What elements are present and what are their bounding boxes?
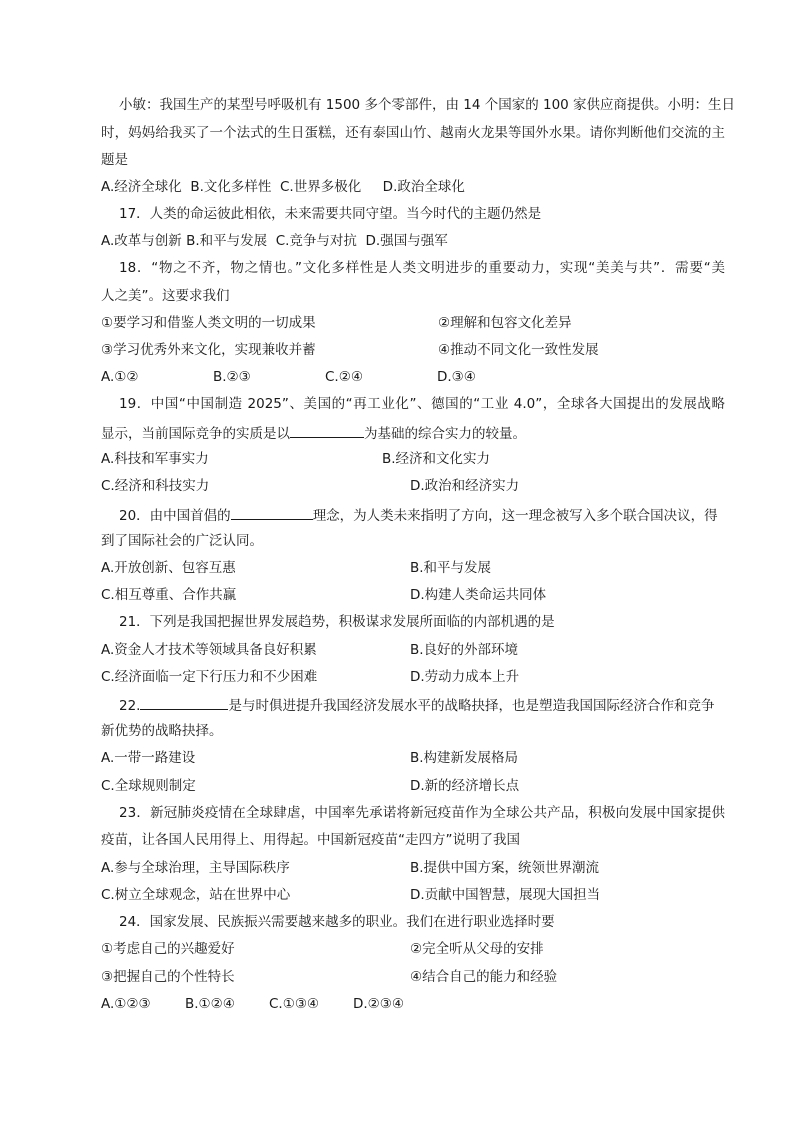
q16-stem-line-1: 小敏：我国生产的某型号呼吸机有 1500 多个零部件，由 14 个国家的 100 家供应商提供。小明：生日 [119, 97, 736, 113]
q22-option-b: B.构建新发展格局 [410, 750, 519, 766]
q19-option-a: A.科技和军事实力 [101, 451, 209, 467]
q22-option-a: A.一带一路建设 [101, 750, 196, 766]
q18-item-2: ②理解和包容文化差异 [438, 315, 572, 331]
q20-option-a: A.开放创新、包容互惠 [101, 560, 236, 576]
q23-option-b: B.提供中国方案，统领世界潮流 [410, 860, 600, 876]
q18-item-4: ④推动不同文化一致性发展 [438, 342, 599, 358]
q18-stem-line-1: 18．“物之不齐，物之情也。”文化多样性是人类文明进步的重要动力，实现“美美与共”．需要“美 [119, 260, 725, 276]
q16-options: A.经济全球化 B.文化多样性 C.世界多极化 D.政治全球化 [101, 179, 465, 195]
q20-answer-blank [231, 505, 313, 520]
q20-stem-suffix: 理念，为人类未来指明了方向，这一理念被写入多个联合国决议，得 [312, 508, 718, 524]
q24-stem: 24．国家发展、民族振兴需要越来越多的职业。我们在进行职业选择时要 [119, 914, 555, 930]
q17-stem: 17．人类的命运彼此相依，未来需要共同守望。当今时代的主题仍然是 [119, 206, 542, 222]
q23-option-a: A.参与全球治理，主导国际秩序 [101, 860, 290, 876]
q17-options: A.改革与创新 B.和平与发展 C.竞争与对抗 D.强国与强军 [101, 233, 448, 249]
q20-option-c: C.相互尊重、合作共赢 [101, 587, 237, 603]
q23-stem-line-1: 23．新冠肺炎疫情在全球肆虐，中国率先承诺将新冠疫苗作为全球公共产品，积极向发展中国家提供 [119, 805, 725, 821]
q16-stem-line-3: 题是 [101, 152, 128, 168]
q22-stem-prefix: 22. [119, 698, 141, 714]
q18-option-a: A.①② [101, 369, 139, 385]
q20-option-d: D.构建人类命运共同体 [410, 587, 547, 603]
q24-option-b: B.①②④ [185, 996, 235, 1012]
q22-option-d: D.新的经济增长点 [410, 778, 520, 794]
q19-option-d: D.政治和经济实力 [410, 478, 520, 494]
q24-option-d: D.②③④ [353, 996, 404, 1012]
q21-option-b: B.良好的外部环境 [410, 642, 519, 658]
q18-option-d: D.③④ [437, 369, 476, 385]
q23-option-c: C.树立全球观念，站在世界中心 [101, 887, 291, 903]
q19-answer-blank [290, 423, 364, 438]
q20-stem-line-1 [119, 505, 718, 525]
q21-option-a: A.资金人才技术等领域具备良好积累 [101, 642, 317, 658]
q24-option-c: C.①③④ [269, 996, 320, 1012]
q20-stem-line-2: 到了国际社会的广泛认同。 [101, 533, 263, 549]
q21-stem: 21．下列是我国把握世界发展趋势，积极谋求发展所面临的内部机遇的是 [119, 614, 555, 630]
q22-stem-suffix: 是与时俱进提升我国经济发展水平的战略抉择，也是塑造我国国际经济合作和竞争 [228, 698, 715, 714]
q18-option-c: C.②④ [325, 369, 363, 385]
q23-stem-line-2: 疫苗，让各国人民用得上、用得起。中国新冠疫苗“走四方”说明了我国 [101, 832, 520, 848]
q24-item-3: ③把握自己的个性特长 [101, 969, 235, 985]
q19-stem-line-1: 19．中国“中国制造 2025”、美国的“再工业化”、德国的“工业 4.0”，全球各大国提出的发展战略 [119, 396, 725, 412]
q24-option-a: A.①②③ [101, 996, 151, 1012]
q18-option-b: B.②③ [213, 369, 251, 385]
q22-stem-line-1 [119, 695, 714, 715]
q22-stem-line-2: 新优势的战略抉择。 [101, 723, 223, 739]
q24-item-1: ①考虑自己的兴趣爱好 [101, 941, 235, 957]
q19-stem-prefix: 显示，当前国际竞争的实质是以 [101, 426, 290, 442]
q20-option-b: B.和平与发展 [410, 560, 492, 576]
q21-option-c: C.经济面临一定下行压力和不少困难 [101, 669, 318, 685]
q23-option-d: D.贡献中国智慧，展现大国担当 [410, 887, 601, 903]
q18-item-3: ③学习优秀外来文化，实现兼收并蓄 [101, 342, 316, 358]
q20-stem-prefix: 20．由中国首倡的 [119, 508, 231, 524]
q24-item-2: ②完全听从父母的安排 [410, 941, 544, 957]
q18-item-1: ①要学习和借鉴人类文明的一切成果 [101, 315, 316, 331]
q24-item-4: ④结合自己的能力和经验 [410, 969, 558, 985]
q22-option-c: C.全球规则制定 [101, 778, 196, 794]
q19-option-b: B.经济和文化实力 [382, 451, 491, 467]
q18-stem-line-2: 人之美”。这要求我们 [101, 288, 230, 304]
q16-stem-line-2: 时，妈妈给我买了一个法式的生日蛋糕，还有泰国山竹、越南火龙果等国外水果。请你判断他们交流的主 [101, 125, 725, 141]
q21-option-d: D.劳动力成本上升 [410, 669, 520, 685]
q19-option-c: C.经济和科技实力 [101, 478, 210, 494]
q19-stem-line-2 [101, 423, 526, 443]
q19-stem-suffix: 为基础的综合实力的较量。 [364, 426, 526, 442]
q22-answer-blank [140, 695, 228, 710]
